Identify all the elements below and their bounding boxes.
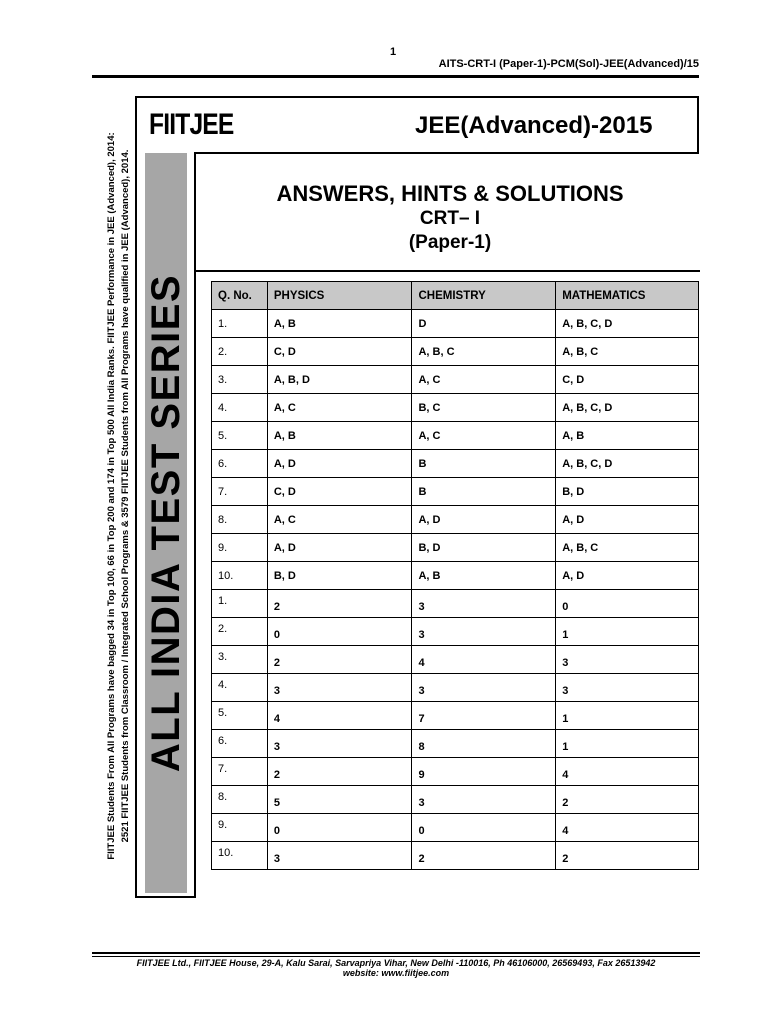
cell-mathematics: 4 bbox=[556, 758, 699, 786]
cell-qno: 9. bbox=[212, 814, 268, 842]
cell-qno: 10. bbox=[212, 842, 268, 870]
header-rule bbox=[92, 75, 699, 78]
cell-chemistry: 7 bbox=[412, 702, 556, 730]
table-row bbox=[212, 310, 699, 338]
cell-mathematics: 3 bbox=[556, 646, 699, 674]
column-header-physics: PHYSICS bbox=[267, 282, 412, 310]
cell-chemistry: B, D bbox=[412, 534, 556, 562]
cell-physics: 0 bbox=[267, 814, 412, 842]
cell-qno: 7. bbox=[212, 758, 268, 786]
cell-qno: 3. bbox=[212, 366, 268, 394]
table-row bbox=[212, 674, 699, 702]
cell-chemistry: B bbox=[412, 450, 556, 478]
table-row bbox=[212, 422, 699, 450]
cell-physics: 3 bbox=[267, 674, 412, 702]
cell-qno: 10. bbox=[212, 562, 268, 590]
column-header-qno: Q. No. bbox=[212, 282, 268, 310]
cell-physics: B, D bbox=[267, 562, 412, 590]
cell-physics: A, B, D bbox=[267, 366, 412, 394]
cell-mathematics: A, B, C, D bbox=[556, 394, 699, 422]
cell-physics: C, D bbox=[267, 478, 412, 506]
cell-physics: 2 bbox=[267, 590, 412, 618]
cell-physics: 3 bbox=[267, 730, 412, 758]
cell-chemistry: B bbox=[412, 478, 556, 506]
table-row bbox=[212, 478, 699, 506]
footer-rule bbox=[92, 952, 700, 954]
table-row bbox=[212, 366, 699, 394]
performance-note-line-2: 2521 FIITJEE Students from Classroom / Integrated School Programs & 3579 FIITJEE Students from All Programs have qualified in JEE (Advanced), 2014. bbox=[120, 149, 131, 843]
cell-physics: 3 bbox=[267, 842, 412, 870]
cell-physics: A, B bbox=[267, 310, 412, 338]
cell-mathematics: 3 bbox=[556, 674, 699, 702]
table-row bbox=[212, 534, 699, 562]
cell-physics: A, D bbox=[267, 450, 412, 478]
cell-mathematics: 1 bbox=[556, 618, 699, 646]
solutions-subheading-test: CRT– I bbox=[419, 208, 481, 229]
cell-qno: 1. bbox=[212, 590, 268, 618]
section-rule bbox=[196, 270, 700, 272]
table-row bbox=[212, 590, 699, 618]
cell-mathematics: A, B, C, D bbox=[556, 310, 699, 338]
cell-mathematics: A, D bbox=[556, 562, 699, 590]
page-number: 1 bbox=[390, 46, 397, 58]
footer-website: website: www.fiitjee.com bbox=[342, 968, 450, 978]
cell-mathematics: B, D bbox=[556, 478, 699, 506]
table-row bbox=[212, 702, 699, 730]
solutions-subheading-paper: (Paper-1) bbox=[408, 232, 492, 253]
cell-mathematics: 4 bbox=[556, 814, 699, 842]
cell-qno: 9. bbox=[212, 534, 268, 562]
cell-qno: 4. bbox=[212, 674, 268, 702]
cell-chemistry: 0 bbox=[412, 814, 556, 842]
cell-mathematics: 1 bbox=[556, 730, 699, 758]
cell-chemistry: 4 bbox=[412, 646, 556, 674]
table-row bbox=[212, 450, 699, 478]
cell-mathematics: A, D bbox=[556, 506, 699, 534]
cell-mathematics: A, B, C bbox=[556, 534, 699, 562]
cell-chemistry: A, C bbox=[412, 366, 556, 394]
answer-key-table bbox=[211, 281, 699, 870]
series-title: ALL INDIA TEST SERIES bbox=[144, 273, 188, 773]
cell-chemistry: 3 bbox=[412, 590, 556, 618]
cell-qno: 2. bbox=[212, 618, 268, 646]
cell-physics: A, B bbox=[267, 422, 412, 450]
cell-chemistry: 8 bbox=[412, 730, 556, 758]
cell-physics: 4 bbox=[267, 702, 412, 730]
cell-physics: A, D bbox=[267, 534, 412, 562]
column-header-chemistry: CHEMISTRY bbox=[412, 282, 556, 310]
cell-physics: C, D bbox=[267, 338, 412, 366]
cell-mathematics: 2 bbox=[556, 786, 699, 814]
cell-chemistry: 2 bbox=[412, 842, 556, 870]
cell-mathematics: 1 bbox=[556, 702, 699, 730]
cell-physics: 0 bbox=[267, 618, 412, 646]
cell-qno: 7. bbox=[212, 478, 268, 506]
running-header: AITS-CRT-I (Paper-1)-PCM(Sol)-JEE(Advanced)/15 bbox=[438, 58, 699, 70]
cell-physics: 2 bbox=[267, 646, 412, 674]
table-row bbox=[212, 814, 699, 842]
cell-mathematics: A, B, C bbox=[556, 338, 699, 366]
cell-mathematics: A, B, C, D bbox=[556, 450, 699, 478]
cell-physics: A, C bbox=[267, 506, 412, 534]
footer-rule-thin bbox=[92, 956, 700, 957]
cell-qno: 1. bbox=[212, 310, 268, 338]
cell-chemistry: A, B, C bbox=[412, 338, 556, 366]
cell-chemistry: A, D bbox=[412, 506, 556, 534]
table-row bbox=[212, 842, 699, 870]
cell-chemistry: D bbox=[412, 310, 556, 338]
cell-mathematics: 2 bbox=[556, 842, 699, 870]
performance-note-line-1: FIITJEE Students From All Programs have bagged 34 in Top 100, 66 in Top 200 and 174 in Top 500 All India Ranks. FIITJEE Performance in JEE (Advanced), 2014: bbox=[106, 132, 117, 860]
column-header-mathematics: MATHEMATICS bbox=[556, 282, 699, 310]
cell-qno: 2. bbox=[212, 338, 268, 366]
footer-address: FIITJEE Ltd., FIITJEE House, 29-A, Kalu Sarai, Sarvapriya Vihar, New Delhi -110016, Ph 46106000, 26569493, Fax 26513942 bbox=[136, 958, 656, 968]
fiitjee-logo: FIITJEE bbox=[149, 108, 234, 141]
cell-qno: 5. bbox=[212, 422, 268, 450]
cell-physics: 5 bbox=[267, 786, 412, 814]
exam-title: JEE(Advanced)-2015 bbox=[415, 112, 653, 139]
cell-qno: 8. bbox=[212, 506, 268, 534]
cell-qno: 6. bbox=[212, 450, 268, 478]
cell-mathematics: A, B bbox=[556, 422, 699, 450]
cell-qno: 4. bbox=[212, 394, 268, 422]
cell-qno: 8. bbox=[212, 786, 268, 814]
cell-chemistry: 9 bbox=[412, 758, 556, 786]
cell-qno: 6. bbox=[212, 730, 268, 758]
table-row bbox=[212, 394, 699, 422]
cell-physics: A, C bbox=[267, 394, 412, 422]
table-row bbox=[212, 562, 699, 590]
table-row bbox=[212, 506, 699, 534]
cell-chemistry: 3 bbox=[412, 786, 556, 814]
table-row bbox=[212, 338, 699, 366]
solutions-heading: ANSWERS, HINTS & SOLUTIONS bbox=[276, 181, 624, 206]
cell-qno: 3. bbox=[212, 646, 268, 674]
table-row bbox=[212, 758, 699, 786]
table-row bbox=[212, 618, 699, 646]
cell-mathematics: C, D bbox=[556, 366, 699, 394]
cell-qno: 5. bbox=[212, 702, 268, 730]
cell-mathematics: 0 bbox=[556, 590, 699, 618]
table-row bbox=[212, 646, 699, 674]
cell-chemistry: B, C bbox=[412, 394, 556, 422]
cell-chemistry: 3 bbox=[412, 618, 556, 646]
table-row bbox=[212, 786, 699, 814]
table-header-row bbox=[212, 282, 699, 310]
cell-chemistry: 3 bbox=[412, 674, 556, 702]
vertical-performance-note bbox=[103, 100, 135, 892]
series-band bbox=[145, 153, 187, 893]
cell-physics: 2 bbox=[267, 758, 412, 786]
table-row bbox=[212, 730, 699, 758]
cell-chemistry: A, C bbox=[412, 422, 556, 450]
cell-chemistry: A, B bbox=[412, 562, 556, 590]
